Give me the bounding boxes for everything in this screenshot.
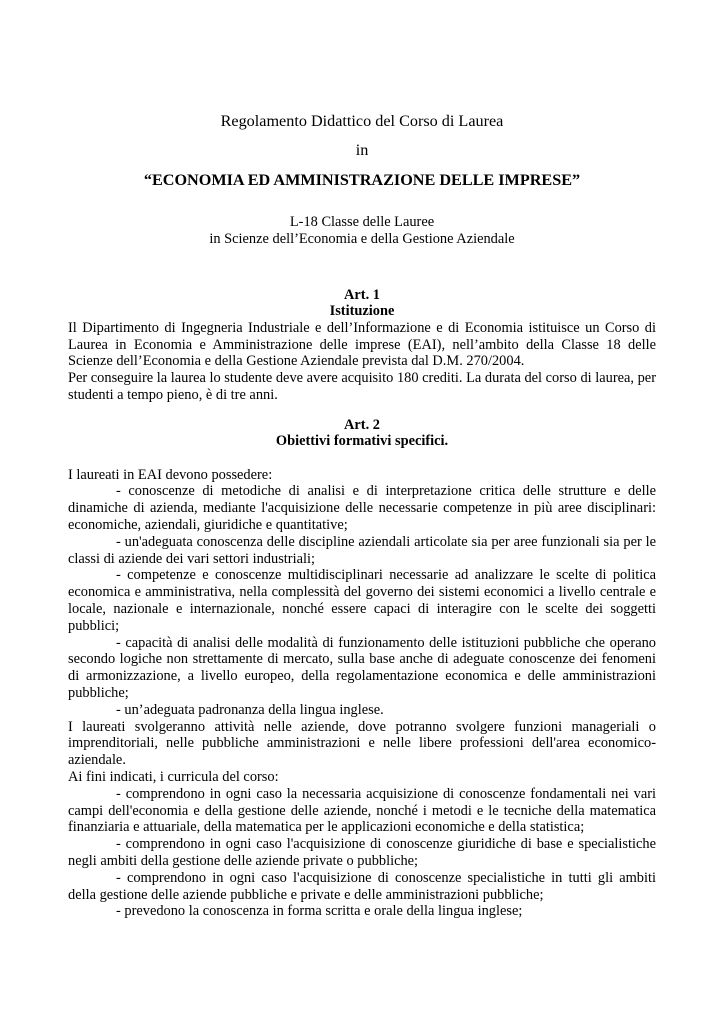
classe-line-1: L-18 Classe delle Lauree bbox=[289, 214, 435, 230]
art2-heading bbox=[68, 417, 656, 450]
requisito-item: - un'adeguata conoscenza delle discipline aziendali articolate sia per aree funzionali sia per le classi di aziende dei vari settori industriali; bbox=[68, 533, 656, 567]
art1-title: Istituzione bbox=[329, 303, 395, 320]
classe-block bbox=[68, 214, 656, 248]
curricula-item: - comprendono in ogni caso l'acquisizione di conoscenze giuridiche di base e specialistiche negli ambiti della gestione delle aziende private o pubbliche; bbox=[68, 836, 656, 869]
curricula-intro: Ai fini indicati, i curricula del corso: bbox=[68, 768, 279, 785]
sbocchi-paragraph: I laureati svolgeranno attività nelle aziende, dove potranno svolgere funzioni manageriali o imprenditoriali, nelle pubbliche amministrazioni e nelle libere professioni dell'area economico-aziendale. bbox=[68, 718, 656, 769]
requisito-item: - conoscenze di metodiche di analisi e di interpretazione critica delle strutture e delle dinamiche di azienda, mediante l'acquisizione delle necessarie competenze in più aree disciplinari: economiche, aziendali, giuridiche e quantitative; bbox=[68, 483, 656, 533]
document-body bbox=[68, 112, 656, 920]
requisito-item: - un’adeguata padronanza della lingua inglese. bbox=[116, 701, 384, 718]
art1-heading bbox=[68, 287, 656, 320]
curricula-item: - comprendono in ogni caso la necessaria acquisizione di conoscenze fondamentali nei vari campi dell'economia e della gestione delle aziende, nonché i metodi e le tecniche della matematica finanziaria e attuariale, della matematica per le applicazioni economiche e della statistica; bbox=[68, 785, 656, 836]
art1-paragraph: Per conseguire la laurea lo studente deve avere acquisito 180 crediti. La durata del corso di laurea, per studenti a tempo pieno, è di tre anni. bbox=[68, 370, 656, 403]
requisito-item: - capacità di analisi delle modalità di funzionamento delle istituzioni pubbliche che operano secondo logiche non strettamente di mercato, sulla base anche di adeguate conoscenze dei fenomeni di armonizzazione, a livello europeo, della regolamentazione economica e delle amministrazioni pubbliche; bbox=[68, 634, 656, 701]
course-name: “ECONOMIA ED AMMINISTRAZIONE DELLE IMPRESE” bbox=[143, 171, 581, 189]
art1-number: Art. 1 bbox=[344, 287, 380, 303]
art2-title: Obiettivi formativi specifici. bbox=[275, 433, 449, 450]
title-connector: in bbox=[355, 141, 369, 159]
curricula-item: - comprendono in ogni caso l'acquisizione di conoscenze specialistiche in tutti gli ambiti della gestione delle aziende pubbliche e private e delle amministrazioni pubbliche; bbox=[68, 869, 656, 903]
art1-paragraph: Il Dipartimento di Ingegneria Industriale e dell’Informazione e di Economia istituisce un Corso di Laurea in Economia e Amministrazione delle imprese (EAI), nell’ambito della Classe 18 delle Scienze dell’Economia e della Gestione Aziendale prevista dal D.M. 270/2004. bbox=[68, 319, 656, 370]
curricula-item: - prevedono la conoscenza in forma scritta e orale della lingua inglese; bbox=[116, 903, 523, 920]
classe-line-2: in Scienze dell’Economia e della Gestione Aziendale bbox=[209, 231, 515, 247]
art2-intro: I laureati in EAI devono possedere: bbox=[68, 466, 273, 483]
art2-number: Art. 2 bbox=[344, 416, 380, 433]
document-title: Regolamento Didattico del Corso di Laurea bbox=[220, 112, 504, 130]
requisito-item: - competenze e conoscenze multidisciplinari necessarie ad analizzare le scelte di politica economica e amministrativa, nella complessità del governo dei sistemi economici a livello centrale e locale, nazionale e internazionale, nonché essere capaci di interagire con le scelte dei soggetti pubblici; bbox=[68, 567, 656, 634]
